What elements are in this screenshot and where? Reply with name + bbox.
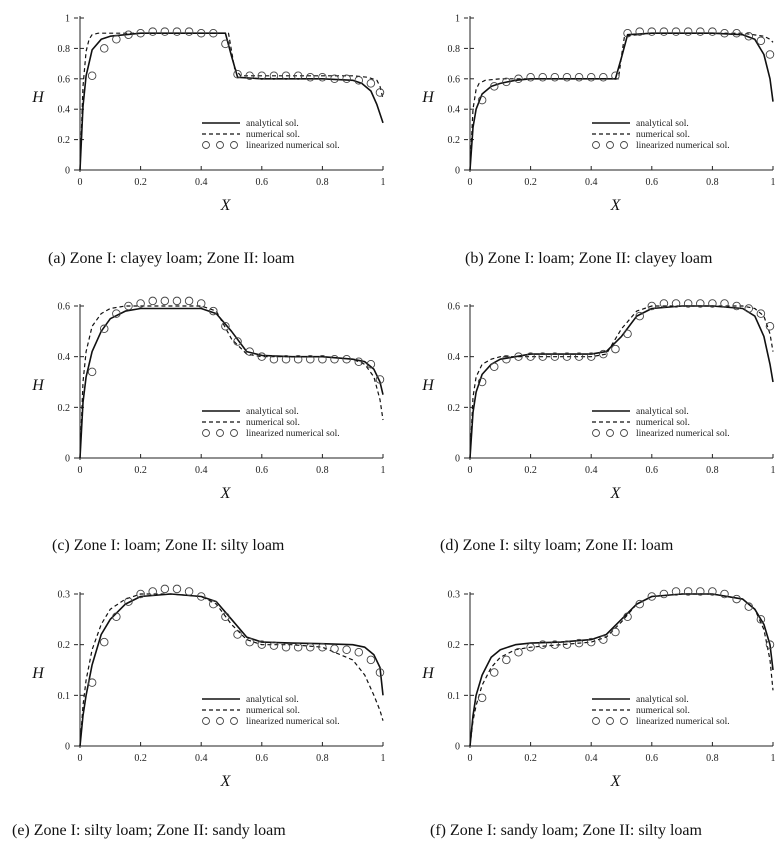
y-tick-label: 0.2 [447,640,460,652]
legend-label: analytical sol. [636,695,689,706]
legend-marker-circle [217,142,224,149]
linearized-point [575,73,583,81]
x-tick-label: 0.8 [316,465,329,476]
linearized-point [161,28,169,36]
caption-d: (d) Zone I: silty loam; Zone II: loam [440,537,674,554]
caption-f: (f) Zone I: sandy loam; Zone II: silty loam [430,822,702,839]
legend-label: linearized numerical sol. [636,429,730,440]
x-tick-label: 0.8 [706,465,719,476]
legend-marker-circle [593,430,600,437]
legend-label: linearized numerical sol. [636,717,730,728]
linearized-point [766,51,774,59]
legend-label: linearized numerical sol. [246,429,340,440]
x-axis-label: X [220,773,231,790]
linearized-point [306,73,314,81]
linearized-point [88,679,96,687]
linearized-point [100,638,108,646]
x-tick-label: 0 [77,177,83,188]
x-tick-label: 0.8 [316,753,329,764]
chart-panel-d [390,288,780,528]
chart-svg-a [0,0,390,240]
linearized-point [490,363,498,371]
legend-label: numerical sol. [246,706,300,717]
y-tick-label: 1 [65,13,70,25]
x-tick-label: 0.8 [316,177,329,188]
x-tick-label: 0.4 [584,177,598,188]
y-tick-label: 0.4 [447,104,460,116]
linearized-point [185,588,193,596]
y-tick-label: 0.6 [447,301,460,313]
caption-c: (c) Zone I: loam; Zone II: silty loam [52,537,285,554]
linearized-point [355,648,363,656]
x-tick-label: 0.4 [194,753,208,764]
linearized-point [539,73,547,81]
x-tick-label: 0.6 [645,753,659,764]
linearized-point [185,28,193,36]
y-tick-label: 0.3 [447,589,460,601]
linearized-point [149,297,157,305]
linearized-point [709,28,717,36]
chart-svg-d [390,288,780,528]
legend-marker-circle [621,142,628,149]
legend-label: analytical sol. [246,695,299,706]
x-tick-label: 1 [380,465,386,476]
y-tick-label: 0.3 [57,589,70,601]
x-tick-label: 0 [77,465,83,476]
legend-marker-circle [607,718,614,725]
x-tick-label: 0.6 [255,753,269,764]
y-tick-label: 0.4 [57,104,70,116]
linearized-point [306,643,314,651]
chart-panel-c [0,288,390,528]
chart-panel-f [390,576,780,816]
x-tick-label: 0.2 [134,465,147,476]
legend-label: numerical sol. [636,130,690,141]
legend-marker-circle [621,430,628,437]
linearized-point [376,89,384,97]
linearized-point [282,643,290,651]
x-tick-label: 1 [380,753,386,764]
y-tick-label: 0 [455,453,460,465]
y-tick-label: 0.1 [57,690,70,702]
linearized-point [88,368,96,376]
y-tick-label: 0.2 [57,135,70,147]
chart-panel-e [0,576,390,816]
legend-label: analytical sol. [246,407,299,418]
y-tick-label: 0 [65,741,70,753]
linearized-point [149,588,157,596]
x-tick-label: 0.8 [706,177,719,188]
legend-marker-circle [203,718,210,725]
legend-label: analytical sol. [636,119,689,130]
linearized-point [343,75,351,83]
legend-label: linearized numerical sol. [636,141,730,152]
legend-marker-circle [231,430,238,437]
x-tick-label: 1 [770,753,776,764]
linearized-point [721,300,729,308]
y-tick-label: 0.2 [447,402,460,414]
x-tick-label: 0 [467,177,473,188]
y-axis-label: H [422,665,434,682]
y-tick-label: 0.2 [57,402,70,414]
legend-label: numerical sol. [246,418,300,429]
legend-label: numerical sol. [636,706,690,717]
legend-marker-circle [217,718,224,725]
x-axis-label: X [610,197,621,214]
x-tick-label: 0 [467,753,473,764]
y-tick-label: 0 [455,165,460,177]
linearized-point [660,590,668,598]
linearized-point [612,345,620,353]
linearized-point [331,355,339,363]
linearized-point [331,645,339,653]
y-tick-label: 0.6 [57,74,70,86]
legend-marker-circle [593,142,600,149]
linearized-point [624,330,632,338]
legend-label: analytical sol. [636,407,689,418]
linearized-point [684,28,692,36]
y-axis-label: H [422,377,434,394]
x-tick-label: 0 [467,465,473,476]
x-tick-label: 1 [380,177,386,188]
chart-svg-e [0,576,390,816]
linearized-point [343,646,351,654]
linearized-point [173,28,181,36]
x-tick-label: 0.2 [134,177,147,188]
linearized-point [600,73,608,81]
x-tick-label: 0.6 [645,177,659,188]
linearized-point [563,73,571,81]
x-tick-label: 0.2 [524,753,537,764]
x-tick-label: 0 [77,753,83,764]
linearized-point [600,636,608,644]
legend-label: linearized numerical sol. [246,141,340,152]
y-axis-label: H [32,377,44,394]
x-tick-label: 0.6 [255,177,269,188]
linearized-point [161,585,169,593]
x-tick-label: 1 [770,465,776,476]
y-tick-label: 0.2 [57,640,70,652]
legend-label: linearized numerical sol. [246,717,340,728]
legend-marker-circle [231,142,238,149]
legend-marker-circle [203,142,210,149]
caption-a: (a) Zone I: clayey loam; Zone II: loam [48,250,295,267]
linearized-point [88,72,96,80]
y-tick-label: 0.6 [57,301,70,313]
linearized-point [367,80,375,88]
x-axis-label: X [220,197,231,214]
linearized-point [113,35,121,43]
x-tick-label: 0.2 [524,177,537,188]
y-tick-label: 0.6 [447,74,460,86]
y-axis-label: H [422,89,434,106]
linearized-point [173,585,181,593]
legend-marker-circle [593,718,600,725]
linearized-point [246,638,254,646]
linearized-point [648,28,656,36]
legend-marker-circle [607,142,614,149]
legend-marker-circle [621,718,628,725]
y-tick-label: 0.8 [57,43,70,55]
y-tick-label: 0.1 [447,690,460,702]
linearized-point [173,297,181,305]
y-axis-label: H [32,665,44,682]
x-tick-label: 0.4 [584,753,598,764]
legend-marker-circle [217,430,224,437]
y-tick-label: 0.4 [447,352,460,364]
x-tick-label: 0.2 [524,465,537,476]
legend-label: numerical sol. [636,418,690,429]
linearized-point [757,37,765,45]
legend-marker-circle [203,430,210,437]
linearized-point [660,28,668,36]
x-tick-label: 0.4 [194,465,208,476]
chart-svg-b [390,0,780,240]
x-tick-label: 1 [770,177,776,188]
chart-panel-a [0,0,390,240]
legend-marker-circle [607,430,614,437]
linearized-point [478,694,486,702]
y-tick-label: 0 [65,165,70,177]
y-tick-label: 0.4 [57,352,70,364]
x-tick-label: 0.6 [255,465,269,476]
chart-panel-b [390,0,780,240]
chart-svg-c [0,288,390,528]
linearized-point [319,73,327,81]
legend-label: numerical sol. [246,130,300,141]
x-tick-label: 0.6 [645,465,659,476]
linearized-point [294,643,302,651]
linearized-point [197,300,205,308]
linearized-point [149,28,157,36]
linearized-point [490,669,498,677]
x-tick-label: 0.4 [194,177,208,188]
linearized-point [503,656,511,664]
linearized-point [527,73,535,81]
linearized-point [612,628,620,636]
linearized-point [696,28,704,36]
linearized-point [100,45,108,53]
linearized-point [185,297,193,305]
linearized-point [551,73,559,81]
linearized-point [672,28,680,36]
y-tick-label: 0.8 [447,43,460,55]
linearized-point [234,631,242,639]
linearized-point [161,297,169,305]
caption-b: (b) Zone I: loam; Zone II: clayey loam [465,250,713,267]
x-axis-label: X [220,485,231,502]
linearized-point [587,73,595,81]
x-tick-label: 0.8 [706,753,719,764]
x-axis-label: X [610,773,621,790]
linearized-point [745,305,753,313]
y-tick-label: 0 [65,453,70,465]
legend-marker-circle [231,718,238,725]
chart-svg-f [390,576,780,816]
y-axis-label: H [32,89,44,106]
y-tick-label: 0.2 [447,135,460,147]
y-tick-label: 0 [455,741,460,753]
legend-label: analytical sol. [246,119,299,130]
x-tick-label: 0.4 [584,465,598,476]
x-axis-label: X [610,485,621,502]
x-tick-label: 0.2 [134,753,147,764]
linearized-point [367,656,375,664]
y-tick-label: 1 [455,13,460,25]
caption-e: (e) Zone I: silty loam; Zone II: sandy loam [12,822,286,839]
